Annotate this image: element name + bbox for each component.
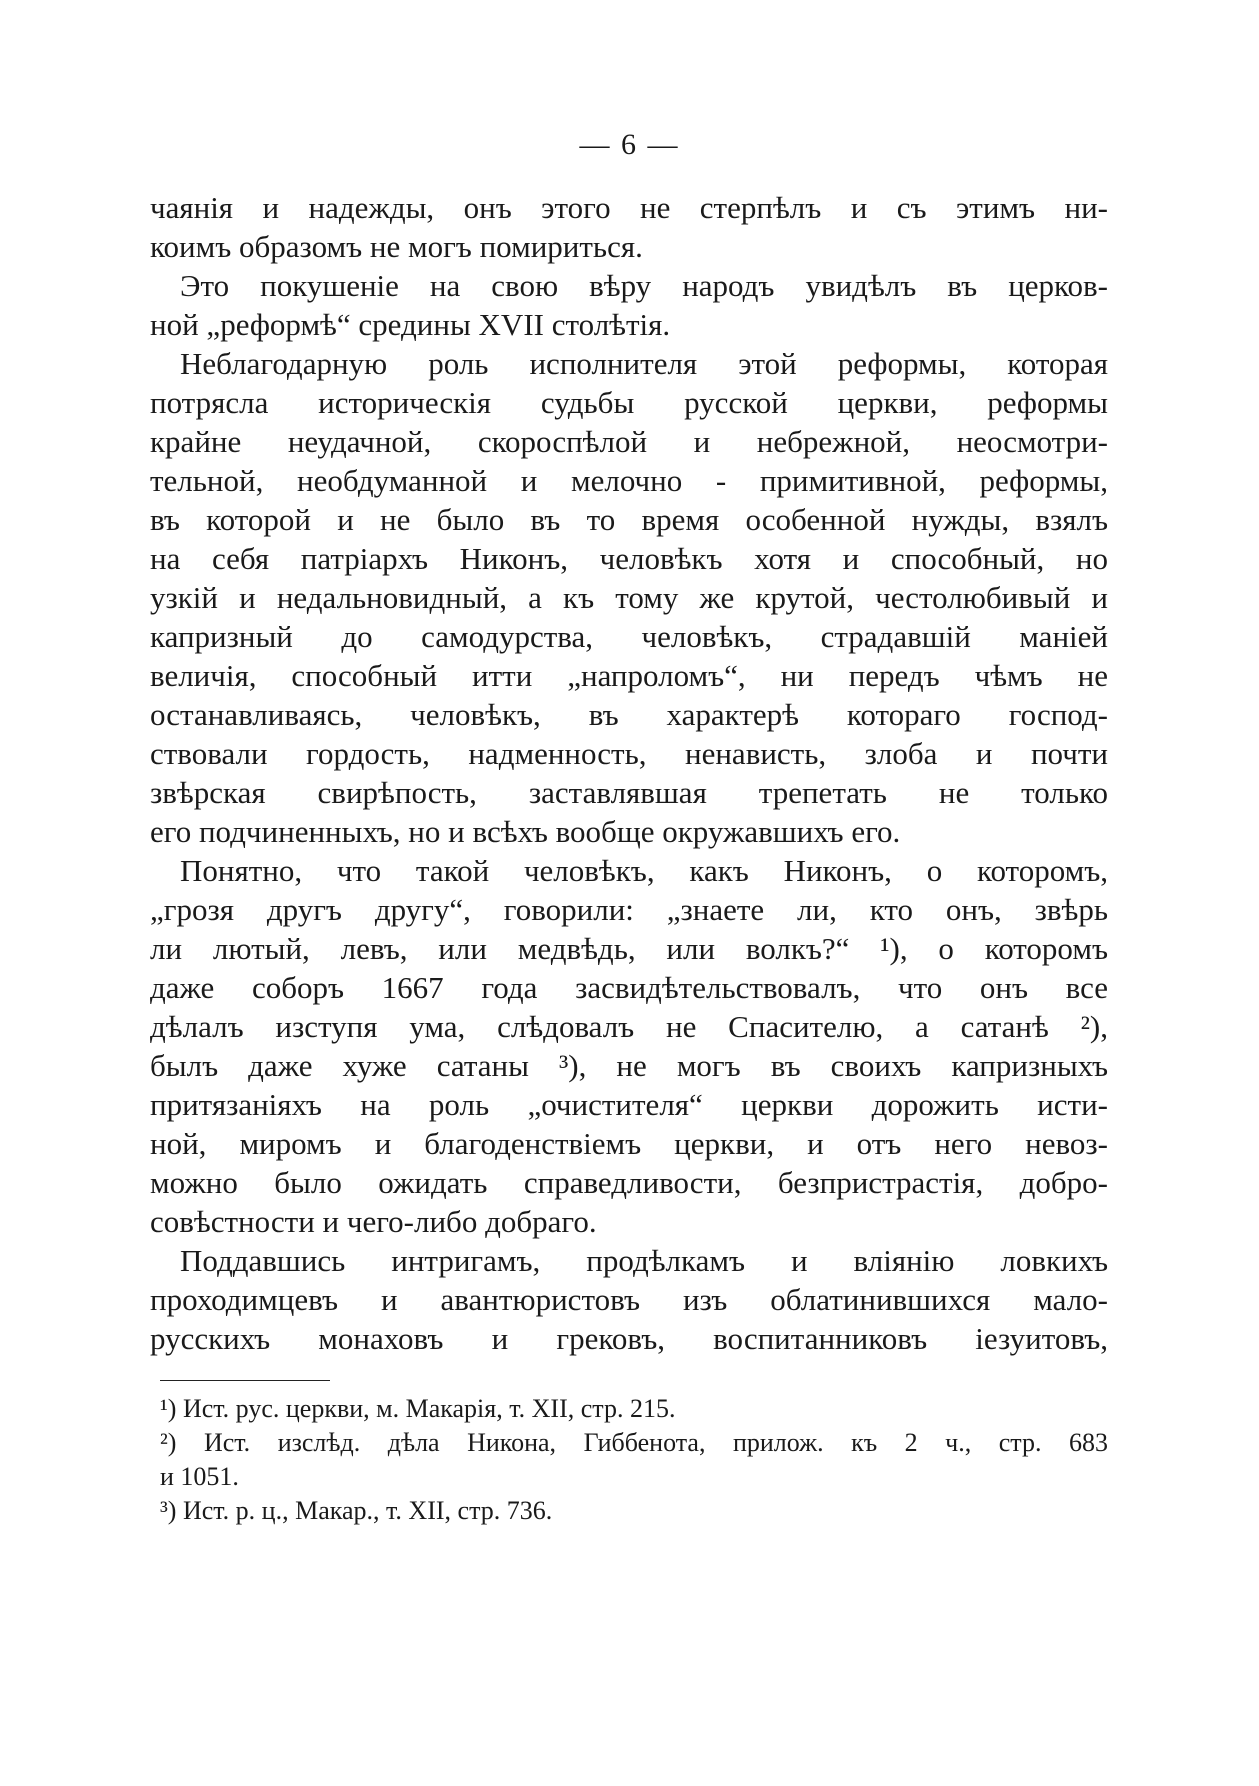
footnote-line: ³) Ист. р. ц., Макар., т. XII, стр. 736. bbox=[160, 1496, 553, 1525]
text-line: совѣстности и чего-либо добраго. bbox=[150, 1204, 597, 1239]
text-line: капризный до самодурства, человѣкъ, страдавшій маніей bbox=[150, 619, 1108, 654]
text-line: даже соборъ 1667 года засвидѣтельствовалъ, что онъ все bbox=[150, 970, 1108, 1005]
text-line: величія, способный итти „напроломъ“, ни передъ чѣмъ не bbox=[150, 658, 1108, 693]
text-line: ли лютый, левъ, или медвѣдь, или волкъ?“ ¹), о которомъ bbox=[150, 931, 1108, 966]
text-line: Понятно, что такой человѣкъ, какъ Никонъ, о которомъ, bbox=[180, 853, 1108, 888]
text-line: Неблагодарную роль исполнителя этой реформы, которая bbox=[180, 346, 1108, 381]
text-line: „грозя другъ другу“, говорили: „знаете ли, кто онъ, звѣрь bbox=[150, 892, 1108, 927]
text-line: его подчиненныхъ, но и всѣхъ вообще окружавшихъ его. bbox=[150, 814, 901, 849]
text-line: русскихъ монаховъ и грековъ, воспитанниковъ іезуитовъ, bbox=[150, 1321, 1108, 1356]
text-line: ной, миромъ и благоденствіемъ церкви, и отъ него невоз- bbox=[150, 1126, 1108, 1161]
text-line: тельной, необдуманной и мелочно - примитивной, реформы, bbox=[150, 463, 1108, 498]
footnote-divider bbox=[160, 1380, 330, 1381]
text-line: потрясла историческія судьбы русской церкви, реформы bbox=[150, 385, 1108, 420]
text-line: можно было ожидать справедливости, безпристрастія, добро- bbox=[150, 1165, 1108, 1200]
text-line: ствовали гордость, надменность, ненависть, злоба и почти bbox=[150, 736, 1108, 771]
footnote-line: ¹) Ист. рус. церкви, м. Макарія, т. XII, стр. 215. bbox=[160, 1394, 676, 1423]
text-line: дѣлалъ изступя ума, слѣдовалъ не Спасителю, а сатанѣ ²), bbox=[150, 1009, 1108, 1044]
text-line: коимъ образомъ не могъ помириться. bbox=[150, 229, 643, 264]
page-number: — 6 — bbox=[579, 128, 680, 161]
text-line: на себя патріархъ Никонъ, человѣкъ хотя и способный, но bbox=[150, 541, 1108, 576]
text-line: Это покушеніе на свою вѣру народъ увидѣлъ въ церков- bbox=[180, 268, 1108, 303]
text-line: звѣрская свирѣпость, заставлявшая трепетать не только bbox=[150, 775, 1108, 810]
text-line: крайне неудачной, скороспѣлой и небрежной, неосмотри- bbox=[150, 424, 1108, 459]
text-line: чаянія и надежды, онъ этого не стерпѣлъ и съ этимъ ни- bbox=[150, 190, 1108, 225]
text-line: проходимцевъ и авантюристовъ изъ облатинившихся мало- bbox=[150, 1282, 1108, 1317]
body-text bbox=[150, 188, 1108, 1358]
footnotes bbox=[160, 1392, 1108, 1528]
text-line: былъ даже хуже сатаны ³), не могъ въ своихъ капризныхъ bbox=[150, 1048, 1108, 1083]
text-line: въ которой и не было въ то время особенной нужды, взялъ bbox=[150, 502, 1108, 537]
footnote-line: ²) Ист. изслѣд. дѣла Никона, Гиббенота, прилож. къ 2 ч., стр. 683 bbox=[160, 1428, 1108, 1457]
text-line: ной „реформѣ“ средины XVII столѣтія. bbox=[150, 307, 671, 342]
text-line: останавливаясь, человѣкъ, въ характерѣ котораго господ- bbox=[150, 697, 1108, 732]
footnote-line: и 1051. bbox=[160, 1462, 239, 1491]
text-line: Поддавшись интригамъ, продѣлкамъ и вліянію ловкихъ bbox=[180, 1243, 1108, 1278]
text-line: притязаніяхъ на роль „очистителя“ церкви дорожить исти- bbox=[150, 1087, 1108, 1122]
text-line: узкій и недальновидный, а къ тому же крутой, честолюбивый и bbox=[150, 580, 1108, 615]
